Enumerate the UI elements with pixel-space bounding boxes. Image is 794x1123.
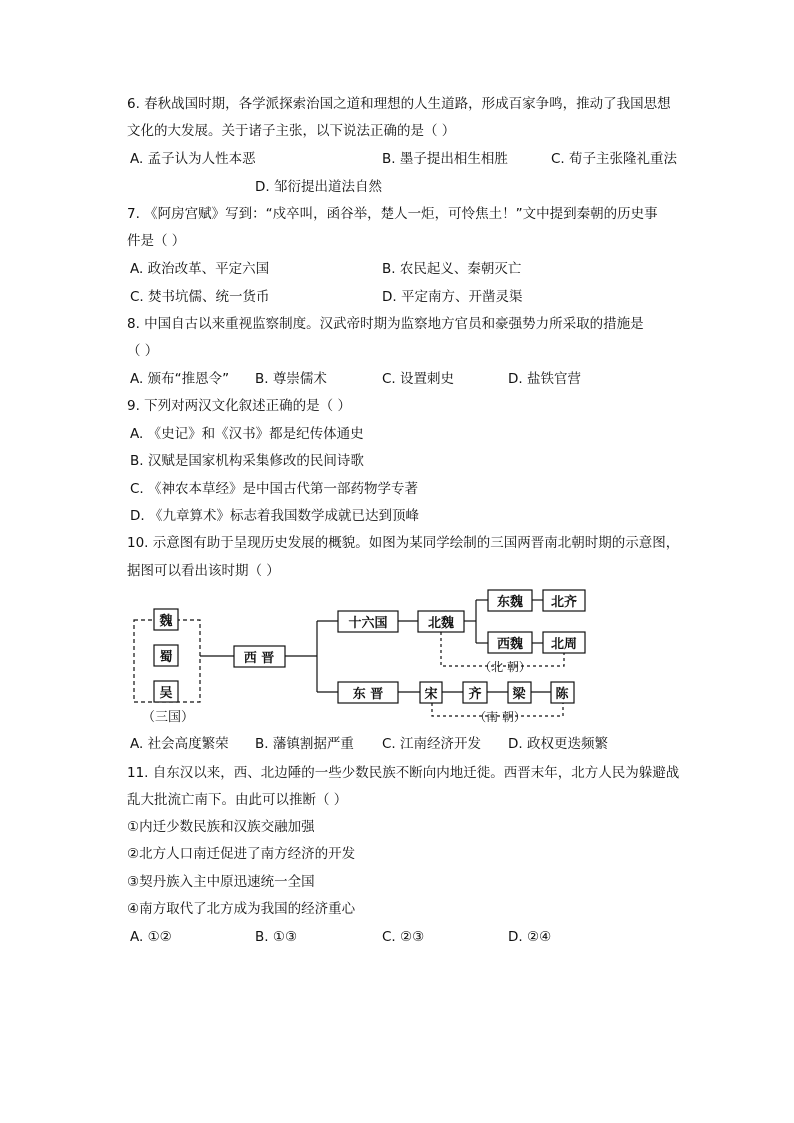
q11-stem-line2: 乱大批流亡南下。由此可以推断（ ）	[127, 792, 348, 808]
q7-option-d[interactable]: D. 平定南方、开凿灵渠	[382, 289, 523, 305]
q9-option-a[interactable]: A. 《史记》和《汉书》都是纪传体通史	[130, 426, 364, 442]
q7-stem-line1: 7. 《阿房宫赋》写到：“戍卒叫，函谷举，楚人一炬，可怜焦土！”文中提到秦朝的历史事	[127, 206, 658, 222]
q11-option-c[interactable]: C. ②③	[382, 929, 425, 945]
label-nanchao: （南 朝）	[474, 710, 526, 724]
node-dongjin: 东 晋	[352, 687, 384, 702]
q9-option-b[interactable]: B. 汉赋是国家机构采集修改的民间诗歌	[130, 453, 364, 469]
node-xijin: 西 晋	[243, 651, 275, 666]
q8-stem-line1: 8. 中国自古以来重视监察制度。汉武帝时期为监察地方官员和豪强势力所采取的措施是	[127, 316, 644, 332]
node-shu: 蜀	[159, 650, 173, 665]
node-qi: 齐	[468, 687, 482, 702]
q10-option-c[interactable]: C. 江南经济开发	[382, 736, 482, 752]
q8-stem-line2: （ ）	[127, 343, 159, 359]
node-beiqi: 北齐	[550, 595, 578, 610]
q10-option-d[interactable]: D. 政权更迭频繁	[508, 736, 608, 752]
q11-option-d[interactable]: D. ②④	[508, 929, 552, 945]
node-shiliuguo: 十六国	[348, 616, 388, 631]
node-liang: 梁	[512, 687, 526, 702]
node-dongwei: 东魏	[496, 595, 524, 610]
q8-option-d[interactable]: D. 盐铁官营	[508, 371, 581, 387]
q11-statement-2: ②北方人口南迁促进了南方经济的开发	[127, 846, 356, 862]
q10-option-a[interactable]: A. 社会高度繁荣	[130, 736, 229, 752]
q9-option-c[interactable]: C. 《神农本草经》是中国古代第一部药物学专著	[130, 481, 419, 497]
node-wu: 吴	[159, 686, 173, 701]
q11-stem-line1: 11. 自东汉以来，西、北边陲的一些少数民族不断向内地迁徙。西晋末年，北方人民为躲避战	[127, 765, 680, 781]
q11-option-b[interactable]: B. ①③	[255, 929, 298, 945]
label-sanguo: （三国）	[141, 710, 195, 725]
label-beichao: （北 朝）	[479, 660, 531, 674]
node-chen: 陈	[555, 687, 569, 702]
q7-option-a[interactable]: A. 政治改革、平定六国	[130, 261, 270, 277]
q6-option-b[interactable]: B. 墨子提出相生相胜	[382, 151, 508, 167]
q9-stem: 9. 下列对两汉文化叙述正确的是（ ）	[127, 398, 351, 414]
q11-statement-1: ①内迁少数民族和汉族交融加强	[127, 819, 315, 835]
q11-statement-4: ④南方取代了北方成为我国的经济重心	[127, 901, 356, 917]
q9-option-d[interactable]: D. 《九章算术》标志着我国数学成就已达到顶峰	[130, 508, 419, 524]
q6-option-c[interactable]: C. 荀子主张隆礼重法	[551, 151, 678, 167]
q6-stem-line1: 6. 春秋战国时期，各学派探索治国之道和理想的人生道路，形成百家争鸣，推动了我国思想	[127, 96, 671, 112]
node-beizhou: 北周	[550, 637, 578, 652]
q7-stem-line2: 件是（ ）	[127, 233, 186, 249]
q6-option-a[interactable]: A. 孟子认为人性本恶	[130, 151, 256, 167]
q10-stem-line2: 据图可以看出该时期（ ）	[127, 563, 280, 579]
node-beiwei: 北魏	[427, 616, 455, 631]
q10-stem-line1: 10. 示意图有助于呈现历史发展的概貌。如图为某同学绘制的三国两晋南北朝时期的示意图，	[127, 535, 680, 551]
q11-statement-3: ③契丹族入主中原迅速统一全国	[127, 874, 315, 890]
q10-option-b[interactable]: B. 藩镇割据严重	[255, 736, 354, 752]
node-song: 宋	[424, 687, 438, 702]
node-wei: 魏	[159, 614, 173, 629]
q7-option-c[interactable]: C. 焚书坑儒、统一货币	[130, 289, 270, 305]
q8-option-a[interactable]: A. 颁布“推恩令”	[130, 371, 230, 387]
q6-option-d[interactable]: D. 邹衍提出道法自然	[255, 179, 382, 195]
q8-option-c[interactable]: C. 设置刺史	[382, 371, 455, 387]
q6-stem-line2: 文化的大发展。关于诸子主张，以下说法正确的是（ ）	[127, 123, 456, 139]
q8-option-b[interactable]: B. 尊崇儒术	[255, 371, 327, 387]
q7-option-b[interactable]: B. 农民起义、秦朝灭亡	[382, 261, 522, 277]
q11-option-a[interactable]: A. ①②	[130, 929, 172, 945]
node-xiwei: 西魏	[496, 637, 524, 652]
